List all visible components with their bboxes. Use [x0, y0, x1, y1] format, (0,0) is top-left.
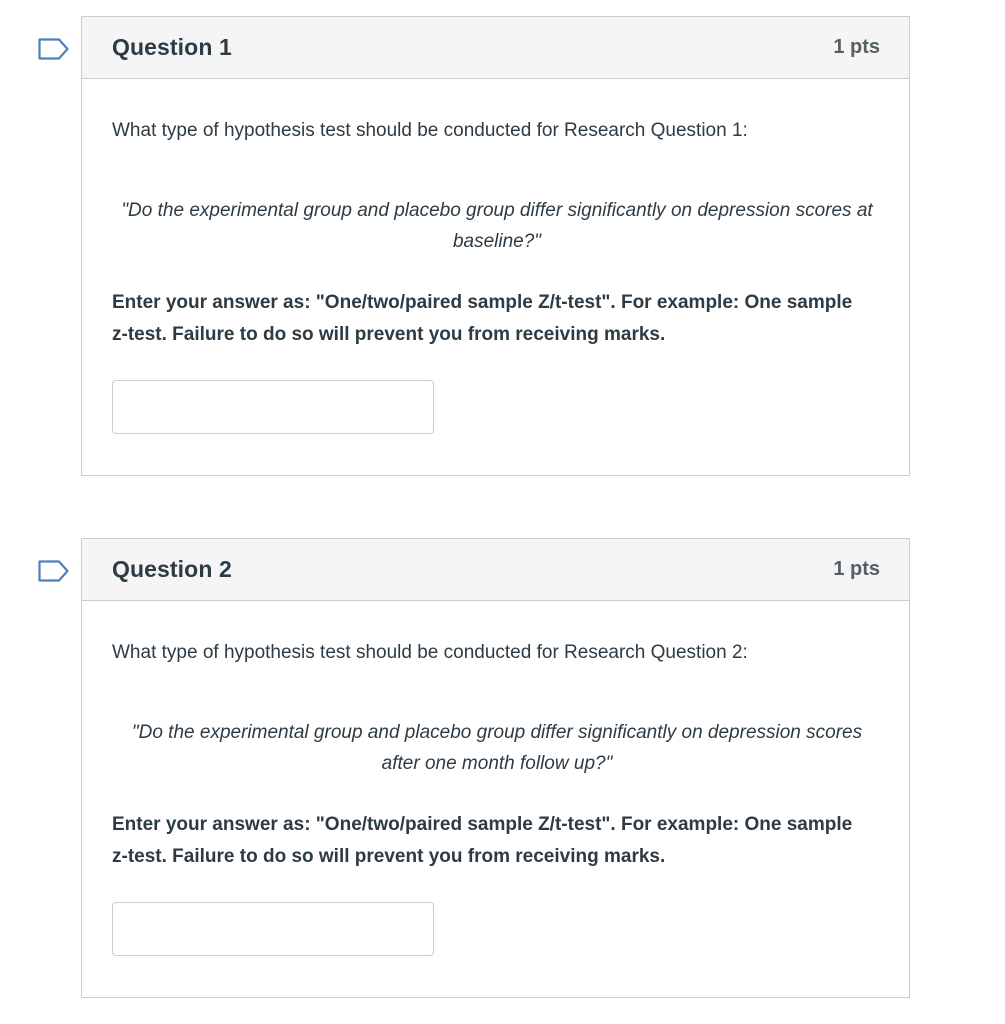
answer-instructions: Enter your answer as: "One/two/paired sample Z/t-test". For example: One sample z-test. Failure to do so will prevent you from receiving marks. — [112, 814, 853, 867]
question-prompt: What type of hypothesis test should be conducted for Research Question 1: — [112, 120, 748, 141]
answer-instructions: Enter your answer as: "One/two/paired sample Z/t-test". For example: One sample z-test. Failure to do so will prevent you from receiving marks. — [112, 292, 853, 345]
question-card — [81, 538, 910, 998]
question-header — [82, 17, 909, 79]
research-question-quote: "Do the experimental group and placebo group differ significantly on depression scores after one month follow up?" — [131, 722, 863, 774]
question-points: 1 pts — [833, 36, 880, 58]
question-title: Question 1 — [112, 34, 232, 60]
question-prompt: What type of hypothesis test should be conducted for Research Question 2: — [112, 642, 748, 663]
question-points: 1 pts — [833, 558, 880, 580]
research-question-quote: "Do the experimental group and placebo group differ significantly on depression scores at baseline?" — [121, 200, 873, 252]
question-card — [81, 16, 910, 476]
flag-question-2-icon[interactable] — [38, 560, 70, 582]
answer-input-question-2[interactable] — [112, 902, 434, 956]
answer-input-question-1[interactable] — [112, 380, 434, 434]
question-header — [82, 539, 909, 601]
question-title: Question 2 — [112, 556, 232, 582]
flag-question-1-icon[interactable] — [38, 38, 70, 60]
